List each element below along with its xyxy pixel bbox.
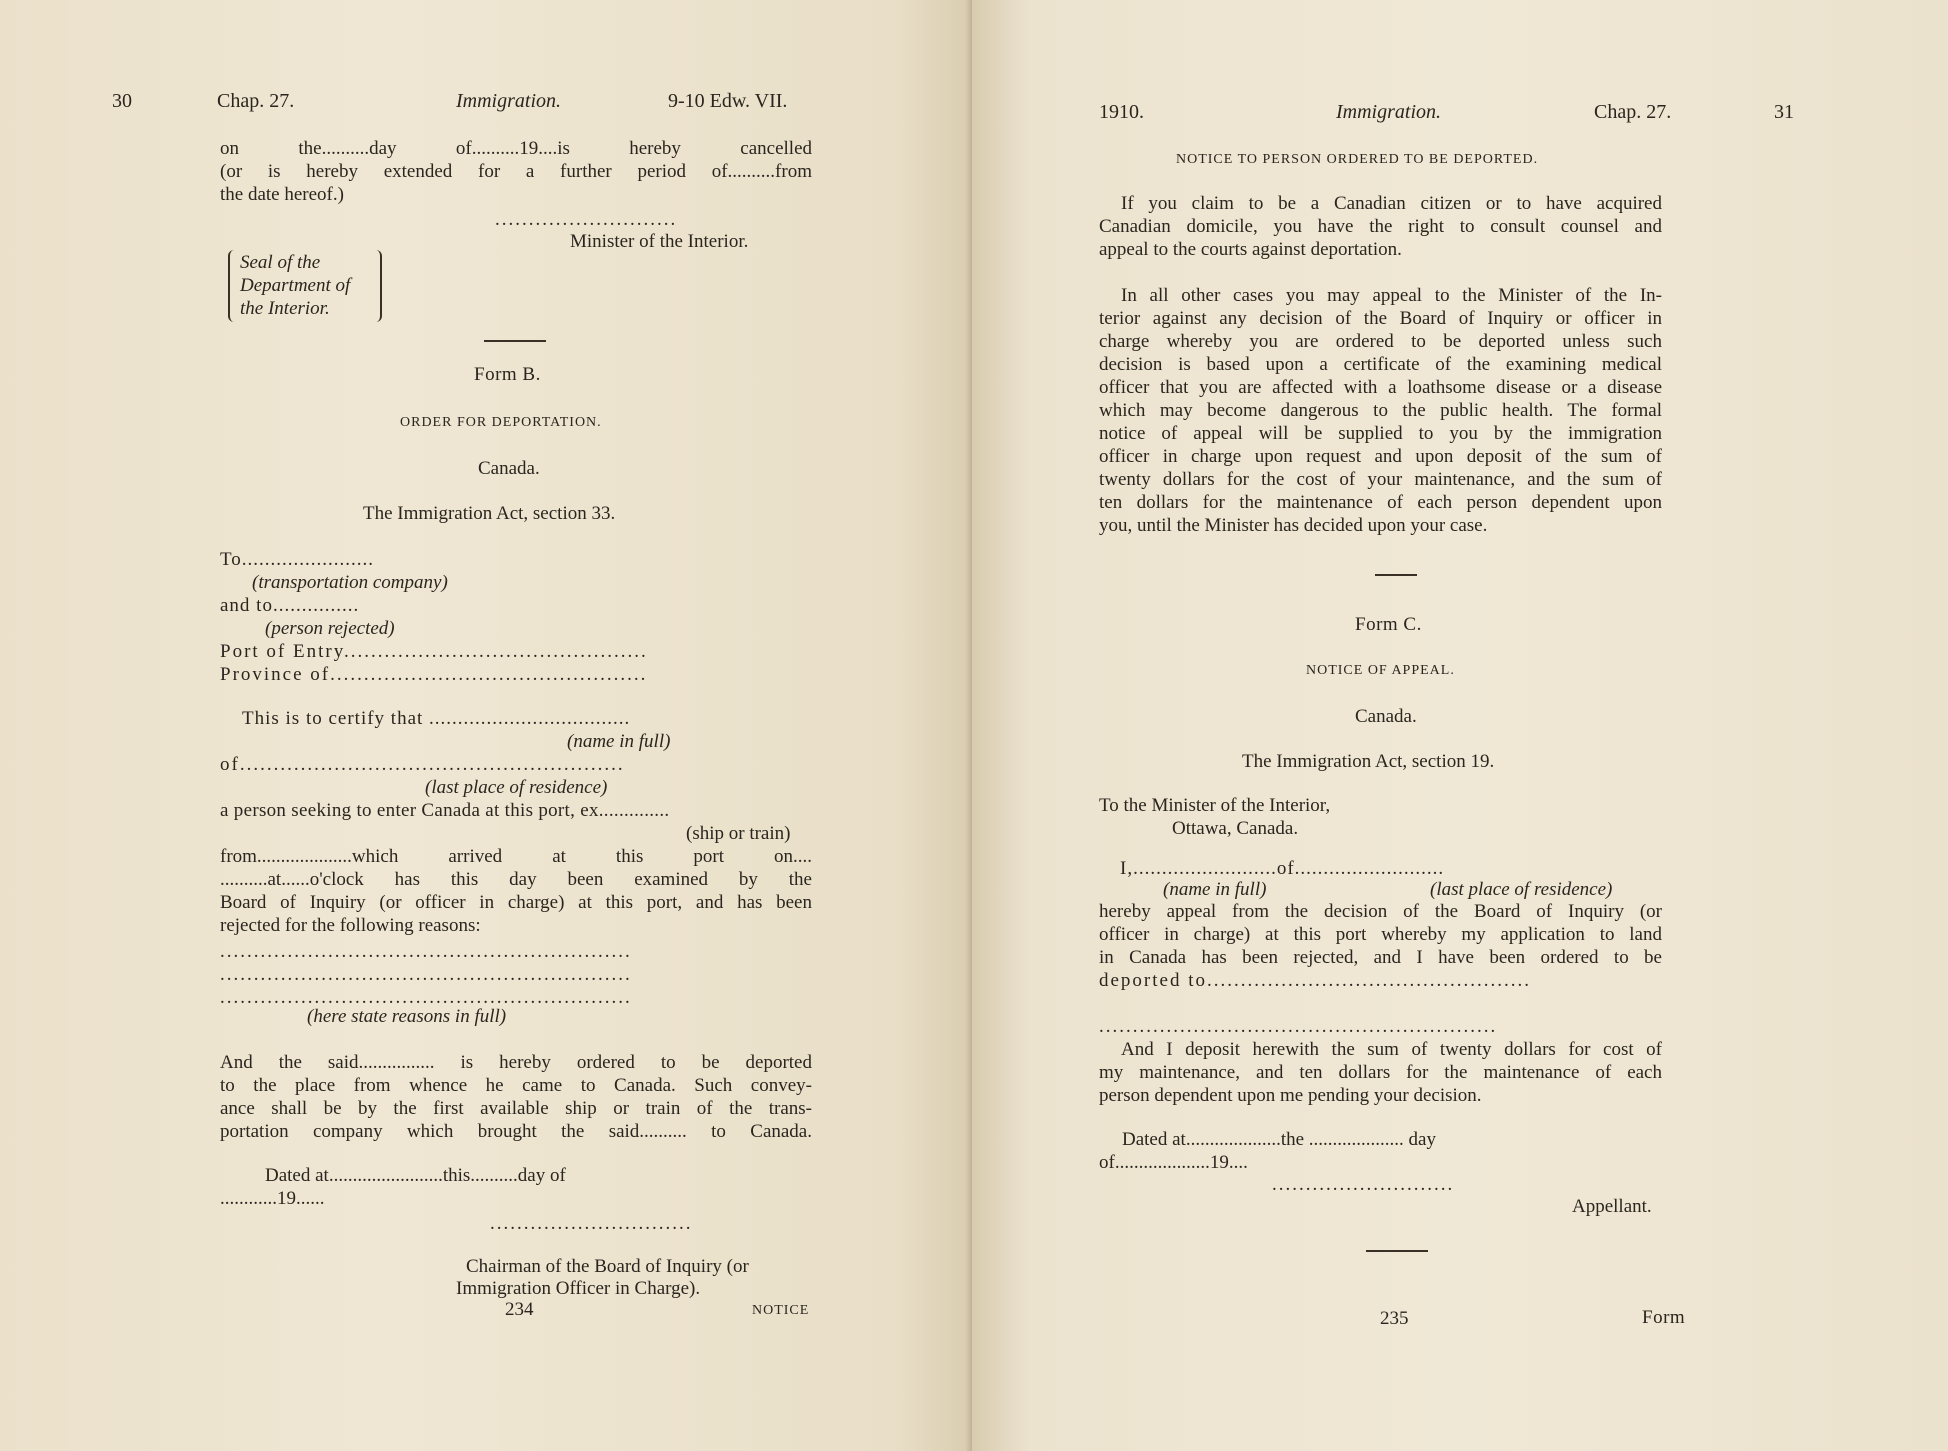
deported-to-line: deported to................................................ xyxy=(1099,970,1532,991)
reason-line: ............................................................. xyxy=(220,964,632,985)
of-year-line: of....................19.... xyxy=(1099,1152,1248,1173)
examined-paragraph xyxy=(220,845,812,914)
appellant-label: Appellant. xyxy=(1572,1196,1652,1217)
last-place-label: (last place of residence) xyxy=(1430,879,1613,900)
ordered-line: portation company which brought the said.......... to Canada. xyxy=(220,1121,812,1142)
name-in-full-label: (name in full) xyxy=(1163,879,1267,900)
notice-line: Canadian domicile, you have the right to consult counsel and xyxy=(1099,216,1662,237)
notice-line: you, until the Minister has decided upon your case. xyxy=(1099,515,1488,536)
minister-signature-dots: ........................... xyxy=(495,209,678,230)
person-rejected-label: (person rejected) xyxy=(265,618,395,639)
left-top-paragraph xyxy=(220,137,812,183)
notice-line: officer in charge upon request and upon deposit of the sum of xyxy=(1099,446,1662,467)
seal-line: the Interior. xyxy=(240,298,330,319)
dated-at-line: Dated at....................the .................... day xyxy=(1122,1129,1436,1150)
examined-line: Board of Inquiry (or officer in charge) at this port, and has been xyxy=(220,892,812,913)
right-year-header: 1910. xyxy=(1099,101,1144,123)
residence-line: of......................................................... xyxy=(220,754,625,775)
chairman-signature-dots: .............................. xyxy=(490,1213,693,1234)
left-catchword: NOTICE xyxy=(752,1303,810,1318)
right-country: Canada. xyxy=(1355,706,1417,727)
appeal-line: in Canada has been rejected, and I have been ordered to be xyxy=(1099,947,1662,968)
notice-line: officer that you are affected with a loathsome disease or a disease xyxy=(1099,377,1662,398)
year-line: ............19...... xyxy=(220,1188,325,1209)
ordered-line: ance shall be by the first available ship or train of the trans- xyxy=(220,1098,812,1119)
left-act: The Immigration Act, section 33. xyxy=(363,503,616,524)
left-top-line: on the..........day of..........19....is hereby cancelled xyxy=(220,138,812,159)
blank-dots-line: ........................................................... xyxy=(1099,1016,1498,1037)
right-page-number: 31 xyxy=(1774,101,1794,123)
left-top-line: (or is hereby extended for a further period of..........from xyxy=(220,161,812,182)
notice-line: ten dollars for the maintenance of each person dependent upon xyxy=(1099,492,1662,513)
chairman-title: Chairman of the Board of Inquiry (or xyxy=(466,1256,749,1277)
ship-or-train-label: (ship or train) xyxy=(686,823,791,844)
ottawa-line: Ottawa, Canada. xyxy=(1172,818,1299,839)
notice-line: charge whereby you are ordered to be deported unless such xyxy=(1099,331,1662,352)
notice-line: decision is based upon a certificate of the examining medical xyxy=(1099,354,1662,375)
certify-line: This is to certify that ................................... xyxy=(242,708,631,729)
ordered-paragraph xyxy=(220,1051,812,1143)
notice-line: If you claim to be a Canadian citizen or to have acquired xyxy=(1121,193,1662,214)
deposit-line: And I deposit herewith the sum of twenty dollars for cost of xyxy=(1121,1039,1662,1060)
seal-line: Department of xyxy=(240,275,351,296)
deposit-line: my maintenance, and ten dollars for the maintenance of each xyxy=(1099,1062,1662,1083)
right-act: The Immigration Act, section 19. xyxy=(1242,751,1495,772)
chairman-title: Immigration Officer in Charge). xyxy=(456,1278,701,1299)
appeal-paragraph xyxy=(1099,900,1662,969)
left-regnal-year: 9-10 Edw. VII. xyxy=(668,90,788,112)
dated-at-line: Dated at........................this..........day of xyxy=(265,1165,566,1186)
notice-paragraph-1 xyxy=(1099,192,1662,238)
section-rule xyxy=(1366,1250,1428,1252)
left-country: Canada. xyxy=(478,458,540,479)
left-chapter-header: Chap. 27. xyxy=(217,90,295,112)
notice-line: twenty dollars for the cost of your maintenance, and the sum of xyxy=(1099,469,1662,490)
examined-line: rejected for the following reasons: xyxy=(220,915,481,936)
notice-title: NOTICE TO PERSON ORDERED TO BE DEPORTED. xyxy=(1176,152,1539,167)
and-to-line: and to............... xyxy=(220,595,360,616)
transport-company-label: (transportation company) xyxy=(252,572,448,593)
seal-line: Seal of the xyxy=(240,252,321,273)
appellant-identity-line: I,.........................of.......................... xyxy=(1120,858,1445,879)
appeal-line: officer in charge) at this port whereby my application to land xyxy=(1099,924,1662,945)
right-running-title: Immigration. xyxy=(1336,101,1441,123)
notice-line: In all other cases you may appeal to the Minister of the In- xyxy=(1121,285,1662,306)
reason-line: ............................................................. xyxy=(220,941,632,962)
right-catchword: Form xyxy=(1642,1307,1686,1328)
appeal-title: NOTICE OF APPEAL. xyxy=(1306,663,1455,678)
right-page xyxy=(972,0,1948,1451)
left-folio: 234 xyxy=(505,1299,534,1320)
port-of-entry-line: Port of Entry............................................. xyxy=(220,641,648,662)
form-b-label: Form B. xyxy=(474,364,541,385)
notice-line: terior against any decision of the Board of Inquiry or officer in xyxy=(1099,308,1662,329)
ordered-line: And the said................ is hereby ordered to be deported xyxy=(220,1052,812,1073)
reason-line: ............................................................. xyxy=(220,987,632,1008)
notice-line: appeal to the courts against deportation. xyxy=(1099,239,1402,260)
from-line: from....................which arrived at this port on.... xyxy=(220,846,812,867)
section-rule xyxy=(1375,574,1417,576)
examined-line: ..........at......o'clock has this day been examined by the xyxy=(220,869,812,890)
order-title: ORDER FOR DEPORTATION. xyxy=(400,415,602,430)
form-c-label: Form C. xyxy=(1355,614,1422,635)
right-chapter-header: Chap. 27. xyxy=(1594,101,1672,123)
notice-line: which may become dangerous to the public health. The formal xyxy=(1099,400,1662,421)
left-running-title: Immigration. xyxy=(456,90,561,112)
to-minister-line: To the Minister of the Interior, xyxy=(1099,795,1331,816)
notice-paragraph-2 xyxy=(1099,284,1662,514)
appeal-line: hereby appeal from the decision of the Board of Inquiry (or xyxy=(1099,901,1662,922)
minister-signature: Minister of the Interior. xyxy=(570,231,749,252)
here-state-label: (here state reasons in full) xyxy=(307,1006,507,1027)
appellant-signature-dots: ........................... xyxy=(1272,1174,1455,1195)
deposit-paragraph xyxy=(1099,1038,1662,1084)
section-rule xyxy=(484,340,546,342)
left-top-line: the date hereof.) xyxy=(220,184,344,205)
seeking-line: a person seeking to enter Canada at this port, ex.............. xyxy=(220,800,670,821)
to-line: To....................... xyxy=(220,549,375,570)
province-line: Province of............................................... xyxy=(220,664,648,685)
ordered-line: to the place from whence he came to Canada. Such convey- xyxy=(220,1075,812,1096)
name-in-full-label: (name in full) xyxy=(567,731,671,752)
right-folio: 235 xyxy=(1380,1308,1409,1329)
left-page-number: 30 xyxy=(112,90,132,112)
last-place-label: (last place of residence) xyxy=(425,777,608,798)
left-page xyxy=(0,0,972,1451)
notice-line: notice of appeal will be supplied to you by the immigration xyxy=(1099,423,1662,444)
deposit-line: person dependent upon me pending your decision. xyxy=(1099,1085,1482,1106)
